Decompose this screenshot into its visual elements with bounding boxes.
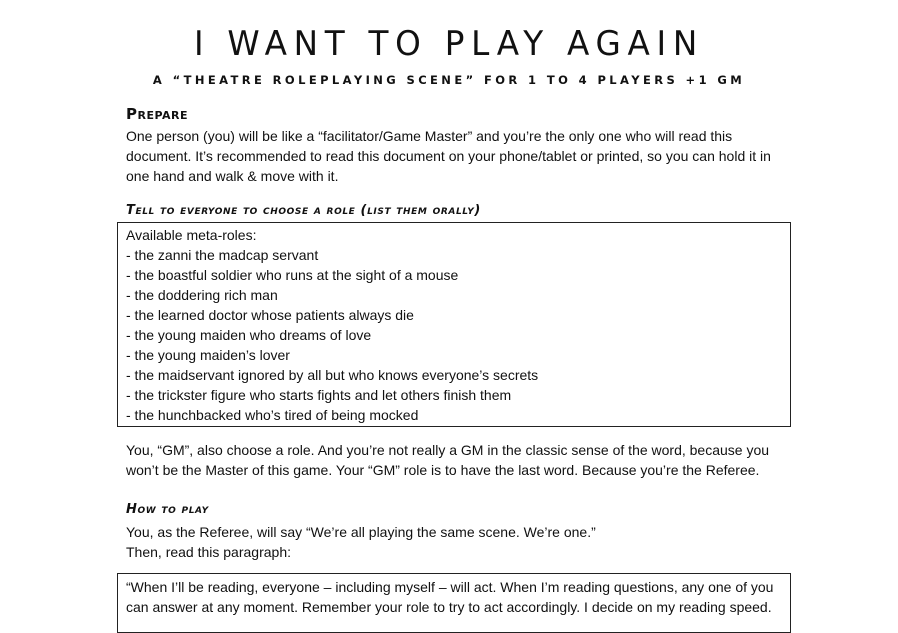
how-to-play-heading: How to play [126,502,209,517]
gm-role-line: You, “GM”, also choose a role. And you’re not really a GM in the classic sense of the word, because you [126,442,770,458]
prepare-line: document. It’s recommended to read this document on your phone/tablet or printed, so you can hold it in [126,148,771,164]
roles-heading: Tell to everyone to choose a role (list them orally) [126,203,481,218]
prepare-heading: Prepare [126,105,189,123]
quote-line: can answer at any moment. Remember your role to try to act accordingly. I decide on my reading speed. [126,599,772,615]
role-item: - the learned doctor whose patients always die [126,307,414,323]
how-to-play-paragraph [126,522,806,562]
role-item: - the doddering rich man [126,287,278,303]
role-item: - the young maiden who dreams of love [126,327,372,343]
prepare-line: one hand and walk & move with it. [126,168,339,184]
document-subtitle: A “THEATRE ROLEPLAYING SCENE” FOR 1 TO 4 PLAYERS +1 GM [152,73,746,87]
roles-list [126,225,538,425]
how-to-play-line: You, as the Referee, will say “We’re all playing the same scene. We’re one.” [126,524,596,540]
gm-role-paragraph [126,440,806,480]
how-to-play-line: Then, read this paragraph: [126,544,291,560]
prepare-line: One person (you) will be like a “facilitator/Game Master” and you’re the only one who will read this [126,128,733,144]
role-item: - the hunchbacked who’s tired of being mocked [126,407,419,423]
role-item: - the boastful soldier who runs at the sight of a mouse [126,267,459,283]
prepare-paragraph [126,126,806,186]
role-item: - the zanni the madcap servant [126,247,319,263]
gm-role-line: won’t be the Master of this game. Your “GM” role is to have the last word. Because you’re the Referee. [126,462,760,478]
document-title: I WANT TO PLAY AGAIN [193,24,705,64]
quote-text [126,577,773,617]
roles-list-title: Available meta-roles: [126,227,257,243]
role-item: - the trickster figure who starts fights and let others finish them [126,387,512,403]
role-item: - the maidservant ignored by all but who knows everyone’s secrets [126,367,539,383]
quote-line: “When I’ll be reading, everyone – including myself – will act. When I’m reading questions, any one of you [126,579,774,595]
role-item: - the young maiden’s lover [126,347,290,363]
